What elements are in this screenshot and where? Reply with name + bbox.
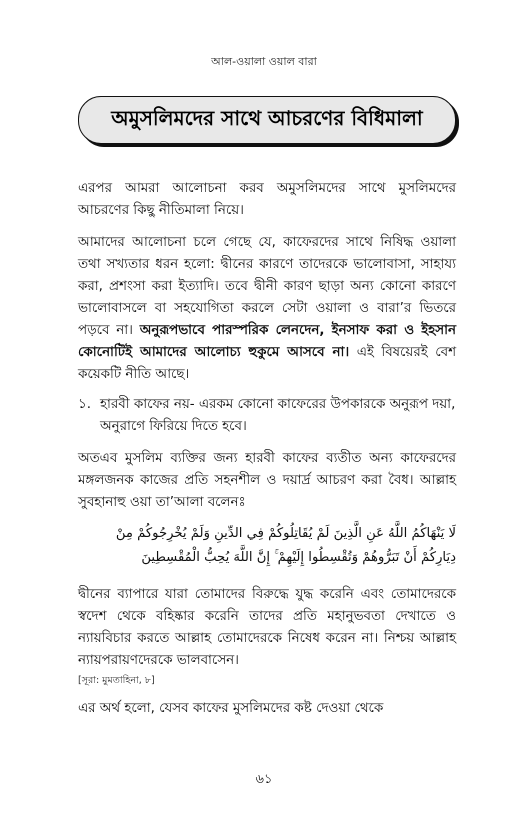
list-item (78, 394, 456, 438)
running-head: আল-ওয়ালা ওয়াল বারা (211, 55, 317, 68)
list-item-number: ১. (78, 397, 91, 412)
chapter-title: অমুসলিমদের সাথে আচরণের বিধিমালা (111, 105, 423, 130)
body-text (78, 178, 456, 720)
paragraph-wala-definition (78, 232, 456, 386)
paragraph-intro: এরপর আমরা আলোচনা করব অমুসলিমদের সাথে মুসলিমদের আচরণের কিছু নীতিমালা নিয়ে। (78, 181, 456, 218)
paragraph-wala-end: এই বিষয়েরই বেশ কয়েকটি নীতি আছে। (78, 345, 457, 382)
paragraph-wala-start: আমাদের আলোচনা চলে গেছে যে, কাফেরদের সাথে নিষিদ্ধ ওয়ালা তথা সখ্যতার ধরন হলো: দ্বীনের কারণে তাদেরকে ভালোবাসা, সাহায্য করা, প্রশংসা করা ইত্যাদি। তবে দ্বীনী কারণ ছাড়া অন্য কোনো কারণে ভালোবাসলে বা সহযোগিতা করলে সেটা ওয়ালা ও বারা’র ভিতরে পড়বে না। (78, 235, 456, 338)
arabic-verse: لَا يَنْهَاكُمُ اللَّهُ عَنِ الَّذِينَ لَمْ يُقَاتِلُوكُمْ فِي الدِّينِ وَلَمْ يُخْرِجُوكُمْ مِنْ دِيَارِكُمْ أَنْ تَبَرُّوهُمْ وَتُقْسِطُوا إِلَيْهِمْ ۚ إِنَّ اللَّهَ يُحِبُّ الْمُقْسِطِينَ (115, 526, 456, 565)
list-item-text: হারবী কাফের নয়- এরকম কোনো কাফেরের উপকারকে অনুরূপ দয়া, অনুরাগে ফিরিয়ে দিতে হবে। (100, 397, 456, 434)
page-number: ৬১ (255, 772, 273, 787)
paragraph-continuation: এর অর্থ হলো, যেসব কাফের মুসলিমদের কষ্ট দেওয়া থেকে (78, 701, 384, 716)
paragraph-ruling: অতএব মুসলিম ব্যক্তির জন্য হারবী কাফের ব্যতীত অন্য কাফেরদের মঙ্গলজনক কাজের প্রতি সহনশীল ও দয়ার্দ্র আচরণ করা বৈধ। আল্লাহ সুবহানাহু ওয়া তা’আলা বলেনঃ (78, 451, 456, 510)
paragraph-translation: দ্বীনের ব্যাপারে যারা তোমাদের বিরুদ্ধে যুদ্ধ করেনি এবং তোমাদেরকে স্বদেশ থেকে বহিষ্কার করেনি তাদের প্রতি মহানুভবতা দেখাতে ও ন্যায়বিচার করতে আল্লাহ তোমাদেরকে নিষেধ করেন না। নিশ্চয় আল্লাহ ন্যায়পরায়ণদেরকে ভালবাসেন। (78, 587, 456, 668)
paragraph-wala-bold: অনুরূপভাবে পারস্পরিক লেনদেন, ইনসাফ করা ও ইহসান কোনোটিই আমাদের আলোচ্য হুকুমে আসবে না। (78, 323, 456, 360)
verse-reference: [সূরা: মুমতাহিনা, ৮] (78, 675, 155, 686)
chapter-title-box (78, 96, 456, 144)
